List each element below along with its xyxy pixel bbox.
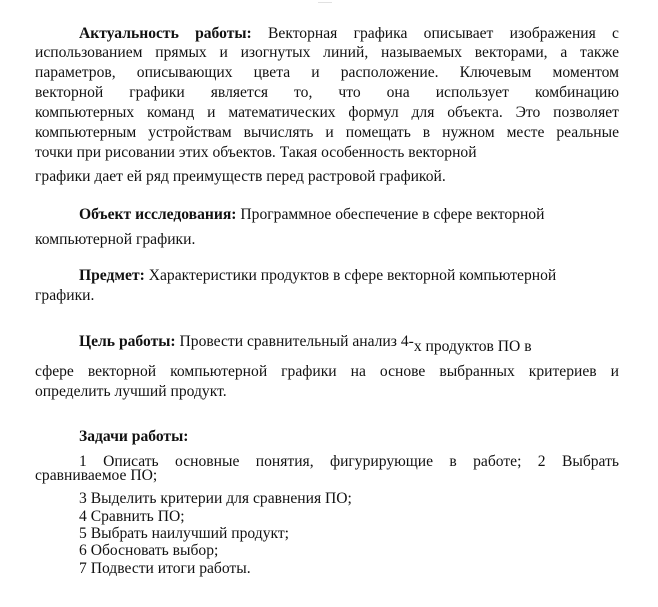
- object-heading: Объект исследования:: [79, 206, 237, 223]
- goal-text-before: Провести сравнительный анализ 4-: [175, 333, 414, 350]
- relevance-line-7: точки при рисовании этих объектов. Такая особенность векторной: [35, 144, 477, 161]
- goal-text-sub: х: [413, 338, 422, 355]
- task-item-5: 5 Выбрать наилучший продукт;: [79, 525, 290, 542]
- tasks-line-1b: сравниваемое ПО;: [35, 467, 158, 484]
- tasks-line-1: 1 Описать основные понятия, фигурирующие в работе; 2 Выбрать: [79, 453, 619, 470]
- task-item-6: 6 Обосновать выбор;: [79, 542, 219, 559]
- subject-text-1: Характеристики продуктов в сфере векторной компьютерной: [144, 267, 557, 284]
- task-item-4: 4 Сравнить ПО;: [79, 508, 185, 525]
- relevance-text-1: Векторная графика описывает изображения с: [251, 25, 619, 42]
- subject-line-1: [79, 266, 619, 285]
- tasks-heading-line: [79, 427, 619, 446]
- task-item-3: 3 Выделить критерии для сравнения ПО;: [79, 490, 352, 507]
- relevance-line-1: [79, 24, 619, 43]
- relevance-line-6: компьютерным устройствам вычислять и помещать в нужном месте реальные: [35, 124, 619, 141]
- relevance-line-2: использованием прямых и изогнутых линий, называемых векторами, а также: [35, 44, 619, 61]
- goal-line-2: сфере векторной компьютерной графики на основе выбранных критериев и: [35, 363, 619, 380]
- relevance-line-4: векторной графики является то, что она использует комбинацию: [35, 84, 619, 101]
- goal-line-3: определить лучший продукт.: [35, 383, 227, 400]
- relevance-line-5: компьютерных команд и математических формул для объекта. Это позволяет: [35, 104, 619, 121]
- tasks-heading: Задачи работы:: [79, 428, 189, 445]
- object-line-2: компьютерной графики.: [35, 231, 196, 248]
- task-item-7: 7 Подвести итоги работы.: [79, 560, 251, 577]
- goal-line-1: [79, 332, 619, 355]
- object-text-1: Программное обеспечение в сфере векторной: [236, 206, 545, 223]
- relevance-line-3: параметров, описывающих цвета и расположение. Ключевым моментом: [35, 64, 619, 81]
- page-top-mark: [318, 0, 332, 3]
- object-line-1: [79, 205, 619, 224]
- subject-heading: Предмет:: [79, 267, 145, 284]
- goal-text-after: продуктов ПО в: [421, 338, 532, 355]
- goal-heading: Цель работы:: [79, 333, 176, 350]
- relevance-line-8: графики дает ей ряд преимуществ перед растровой графикой.: [35, 168, 446, 185]
- subject-line-2: графики.: [35, 287, 95, 304]
- relevance-heading: Актуальность работы:: [79, 25, 252, 42]
